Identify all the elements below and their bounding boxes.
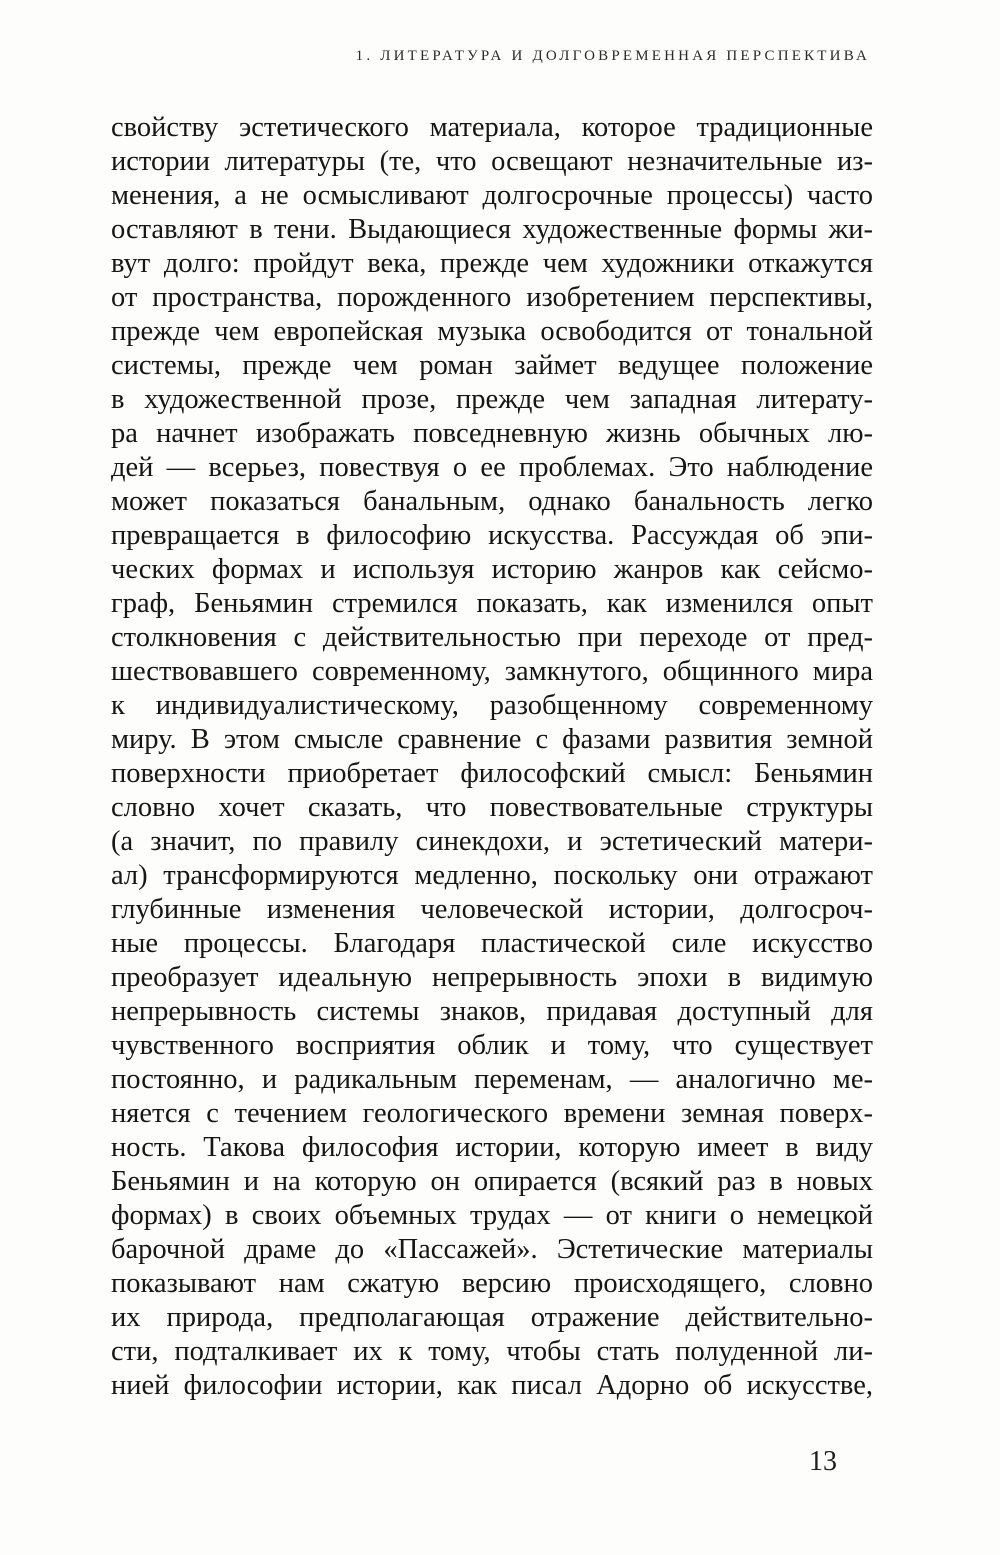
text-line: ра начнет изображать повседневную жизнь обычных лю- bbox=[111, 418, 873, 449]
text-line: нией философии истории, как писал Адорно об искусстве, bbox=[111, 1370, 873, 1401]
text-line: ные процессы. Благодаря пластической силе искусство bbox=[111, 928, 873, 959]
text-line: словно хочет сказать, что повествовательные структуры bbox=[111, 792, 873, 823]
text-line: от пространства, порожденного изобретением перспективы, bbox=[111, 282, 873, 313]
text-line: поверхности приобретает философский смысл: Беньямин bbox=[111, 758, 873, 789]
text-line: вут долго: пройдут века, прежде чем художники откажутся bbox=[111, 248, 873, 279]
text-line: оставляют в тени. Выдающиеся художественные формы жи- bbox=[111, 214, 873, 245]
text-line: формах) в своих объемных трудах — от книги о немецкой bbox=[111, 1200, 873, 1231]
text-line: граф, Беньямин стремился показать, как изменился опыт bbox=[111, 588, 873, 619]
text-line: непрерывность системы знаков, придавая доступный для bbox=[111, 996, 873, 1027]
text-line: ность. Такова философия истории, которую имеет в виду bbox=[111, 1132, 873, 1163]
text-line: столкновения с действительностью при переходе от пред- bbox=[111, 622, 873, 653]
text-line: может показаться банальным, однако банальность легко bbox=[111, 486, 873, 517]
text-line: преобразует идеальную непрерывность эпохи в видимую bbox=[111, 962, 873, 993]
text-line: менения, а не осмысливают долгосрочные процессы) часто bbox=[111, 180, 873, 211]
page-number: 13 bbox=[809, 1446, 837, 1477]
body-text bbox=[111, 111, 873, 1403]
running-head: 1. ЛИТЕРАТУРА И ДОЛГОВРЕМЕННАЯ ПЕРСПЕКТИВА bbox=[355, 48, 870, 64]
text-line: их природа, предполагающая отражение действительно- bbox=[111, 1302, 873, 1333]
text-line: няется с течением геологического времени земная поверх- bbox=[111, 1098, 873, 1129]
text-line: свойству эстетического материала, которое традиционные bbox=[111, 112, 873, 143]
text-line: прежде чем европейская музыка освободится от тональной bbox=[111, 316, 873, 347]
text-line: шествовавшего современному, замкнутого, общинного мира bbox=[111, 656, 873, 687]
text-line: барочной драме до «Пассажей». Эстетические материалы bbox=[111, 1234, 873, 1265]
text-line: дей — всерьез, повествуя о ее проблемах. Это наблюдение bbox=[111, 452, 873, 483]
text-line: истории литературы (те, что освещают незначительные из- bbox=[111, 146, 873, 177]
text-line: (а значит, по правилу синекдохи, и эстетический матери- bbox=[111, 826, 873, 857]
text-line: ческих формах и используя историю жанров как сейсмо- bbox=[111, 554, 873, 585]
text-line: сти, подталкивает их к тому, чтобы стать полуденной ли- bbox=[111, 1336, 873, 1367]
text-line: глубинные изменения человеческой истории, долгосроч- bbox=[111, 894, 873, 925]
text-line: Беньямин и на которую он опирается (всякий раз в новых bbox=[111, 1166, 873, 1197]
text-line: ал) трансформируются медленно, поскольку они отражают bbox=[111, 860, 873, 891]
text-line: системы, прежде чем роман займет ведущее положение bbox=[111, 350, 873, 381]
text-line: показывают нам сжатую версию происходящего, словно bbox=[111, 1268, 873, 1299]
text-line: в художественной прозе, прежде чем западная литерату- bbox=[111, 384, 873, 415]
text-line: к индивидуалистическому, разобщенному современному bbox=[111, 690, 873, 721]
text-line: превращается в философию искусства. Рассуждая об эпи- bbox=[111, 520, 873, 551]
text-line: миру. В этом смысле сравнение с фазами развития земной bbox=[111, 724, 873, 755]
text-line: постоянно, и радикальным переменам, — аналогично ме- bbox=[111, 1064, 873, 1095]
text-line: чувственного восприятия облик и тому, что существует bbox=[111, 1030, 873, 1061]
